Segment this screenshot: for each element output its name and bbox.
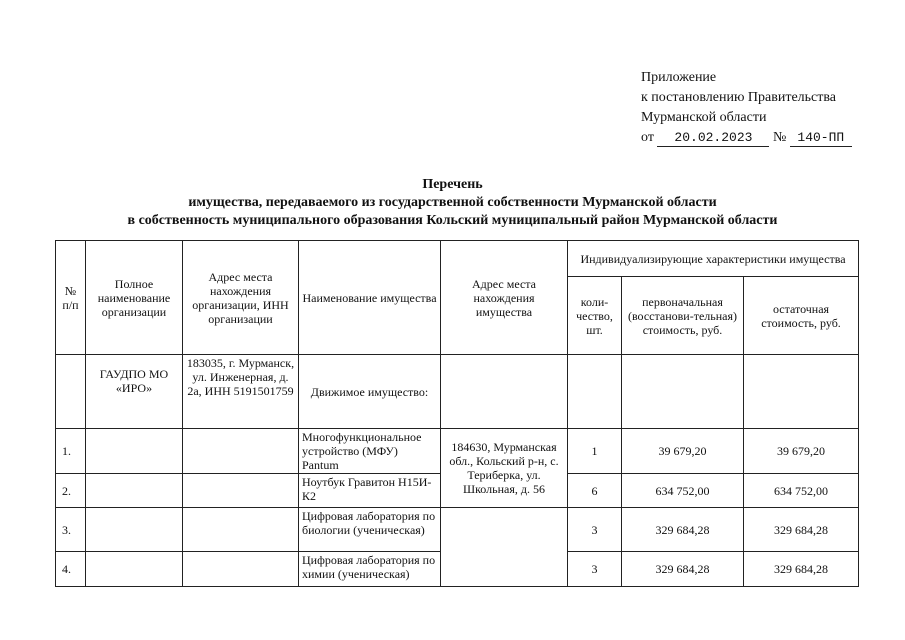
header-row-1	[56, 241, 859, 277]
appendix-line-3: Мурманской области	[641, 110, 767, 125]
row-item-address-empty	[441, 508, 568, 587]
item-address: 184630, Мурманская обл., Кольский р-н, с. Териберка, ул. Школьная, д. 56	[441, 429, 568, 508]
header-item-name: Наименование имущества	[299, 241, 441, 355]
row-org-address	[183, 508, 299, 552]
row-initial-cost: 634 752,00	[622, 474, 744, 508]
header-quantity: коли-чество, шт.	[568, 277, 622, 355]
row-residual-cost: 329 684,28	[744, 508, 859, 552]
title-line-1: Перечень	[422, 177, 483, 192]
row-org-address	[183, 552, 299, 587]
row-item-name: Многофункциональное устройство (МФУ) Pantum	[299, 429, 441, 474]
org-row-num	[56, 355, 86, 429]
appendix-date-line	[641, 128, 852, 148]
row-item-name: Цифровая лаборатория по химии (ученическая)	[299, 552, 441, 587]
row-initial-cost: 39 679,20	[622, 429, 744, 474]
org-address: 183035, г. Мурманск, ул. Инженерная, д. 2а, ИНН 5191501759	[183, 355, 299, 429]
row-quantity: 3	[568, 508, 622, 552]
row-org-name	[86, 508, 183, 552]
appendix-line-1: Приложение	[641, 70, 717, 85]
decree-number: 140-ПП	[790, 130, 852, 147]
header-num: № п/п	[56, 241, 86, 355]
row-num: 4.	[56, 552, 86, 587]
row-residual-cost: 39 679,20	[744, 429, 859, 474]
row-org-name	[86, 474, 183, 508]
row-residual-cost: 329 684,28	[744, 552, 859, 587]
row-num: 2.	[56, 474, 86, 508]
row-num: 1.	[56, 429, 86, 474]
row-org-name	[86, 429, 183, 474]
row-item-name: Цифровая лаборатория по биологии (ученическая)	[299, 508, 441, 552]
row-num: 3.	[56, 508, 86, 552]
row-quantity: 1	[568, 429, 622, 474]
org-row-residual	[744, 355, 859, 429]
from-label: от	[641, 130, 654, 145]
number-label: №	[772, 130, 787, 145]
org-row	[56, 355, 859, 429]
property-table	[55, 240, 859, 587]
row-org-name	[86, 552, 183, 587]
header-residual-cost: остаточная стоимость, руб.	[744, 277, 859, 355]
header-org-address: Адрес места нахождения организации, ИНН организации	[183, 241, 299, 355]
header-characteristics: Индивидуализирующие характеристики имущества	[568, 241, 859, 277]
section-label: Движимое имущество:	[299, 355, 441, 429]
org-row-item-address	[441, 355, 568, 429]
row-initial-cost: 329 684,28	[622, 552, 744, 587]
row-org-address	[183, 474, 299, 508]
org-row-quantity	[568, 355, 622, 429]
row-item-name: Ноутбук Гравитон Н15И-К2	[299, 474, 441, 508]
org-name: ГАУДПО МО «ИРО»	[86, 355, 183, 429]
header-item-address: Адрес места нахождения имущества	[441, 241, 568, 355]
table-row	[56, 508, 859, 552]
appendix-block	[641, 68, 852, 148]
title-line-3: в собственность муниципального образования Кольский муниципальный район Мурманской области	[127, 213, 778, 228]
table-row	[56, 429, 859, 474]
header-initial-cost: первоначальная (восстанови-тельная) стоимость, руб.	[622, 277, 744, 355]
row-residual-cost: 634 752,00	[744, 474, 859, 508]
row-quantity: 6	[568, 474, 622, 508]
row-initial-cost: 329 684,28	[622, 508, 744, 552]
header-org-name: Полное наименование организации	[86, 241, 183, 355]
title-line-2: имущества, передаваемого из государственной собственности Мурманской области	[188, 195, 717, 210]
decree-date: 20.02.2023	[657, 130, 769, 147]
document-title	[0, 176, 905, 230]
appendix-line-2: к постановлению Правительства	[641, 90, 837, 105]
row-org-address	[183, 429, 299, 474]
org-row-initial	[622, 355, 744, 429]
row-quantity: 3	[568, 552, 622, 587]
